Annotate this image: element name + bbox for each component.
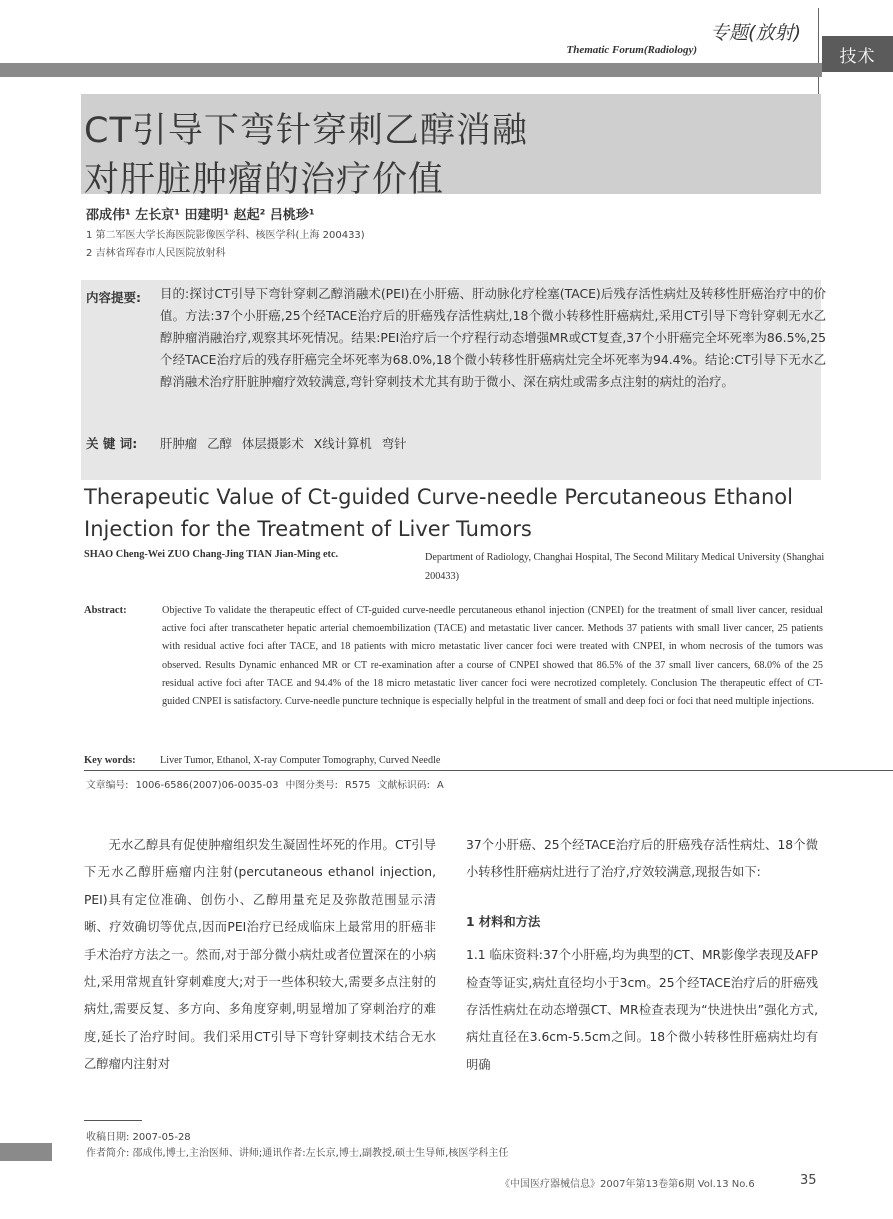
- abstract-en-text: Objective To validate the therapeutic effect of CT-guided curve-needle percutaneous ethanol injection (CNPEI) for the treatment of small liver cancer, residual active foci after transcatheter hepatic arterial chemoembilization (TACE) and metastatic liver cancer. Methods 37 patients with small liver cancer, 25 patients with residual active foci after TACE, and 18 patients with micro metastatic liver cancer foci were treated with CNPEI, in whom necrosis of the tumors was observed. Results Dynamic enhanced MR or CT re-examination after a course of CNPEI showed that 86.5% of the 37 small liver cancers, 68.0% of the 25 residual active foci after TACE and 94.4% of the 18 micro metastatic liver cancer foci were necrotized completely. Conclusion The therapeutic effect of CT-guided CNPEI is satisfactory. Curve-needle puncture technique is especially helpful in the treatment of small and deep foci or foci that need multiple injections.: [162, 605, 823, 708]
- abstract-en-label: Abstract:: [84, 605, 127, 616]
- footnote-divider: [84, 1120, 142, 1121]
- body-left-column: [84, 832, 436, 1079]
- body-paragraph: 37个小肝癌、25个经TACE治疗后的肝癌残存活性病灶、18个微小转移性肝癌病灶进行了治疗,疗效较满意,现报告如下:: [466, 838, 818, 880]
- article-info: 文章编号: 1006-6586(2007)06-0035-03 中图分类号: R575 文献标识码: A: [86, 780, 444, 791]
- header-bar: [0, 63, 822, 77]
- author-intro: 作者简介: 邵成伟,博士,主治医师、讲师;通讯作者:左长京,博士,副教授,硕士生导师,核医学科主任: [86, 1148, 509, 1159]
- abstract-zh-text: 目的:探讨CT引导下弯针穿刺乙醇消融术(PEI)在小肝癌、肝动脉化疗栓塞(TACE)后残存活性病灶及转移性肝癌治疗中的价值。方法:37个小肝癌,25个经TACE治疗后的肝癌残存活性病灶,18个微小转移性肝癌病灶,采用CT引导下弯针穿刺无水乙醇肿瘤消融治疗,观察其坏死情况。结果:PEI治疗后一个疗程行动态增强MR或CT复查,37个小肝癌完全坏死率为86.5%,25个经TACE治疗后的残存肝癌完全坏死率为68.0%,18个微小转移性肝癌病灶完全坏死率为94.4%。结论:CT引导下无水乙醇消融术治疗肝脏肿瘤疗效较满意,弯针穿刺技术尤其有助于微小、深在病灶或需多点注射的病灶的治疗。: [160, 286, 826, 389]
- section-title-zh: 专题(放射): [710, 22, 801, 44]
- section-heading: 1 材料和方法: [466, 914, 541, 929]
- authors-zh: 邵成伟¹ 左长京¹ 田建明¹ 赵起² 吕桃珍¹: [86, 208, 315, 223]
- article-title-line-1: CT引导下弯针穿刺乙醇消融: [84, 111, 528, 151]
- body-paragraph: 1.1 临床资料:37个小肝癌,均为典型的CT、MR影像学表现及AFP检查等证实,病灶直径均小于3cm。25个经TACE治疗后的肝癌残存活性病灶在动态增强CT、MR检查表现为“快进快出”强化方式,病灶直径在3.6cm-5.5cm之间。18个微小转移性肝癌病灶均有明确: [466, 948, 818, 1072]
- body-right-column: [466, 832, 818, 1079]
- received-date: 收稿日期: 2007-05-28: [86, 1132, 191, 1143]
- section-title-en: Thematic Forum(Radiology): [566, 44, 697, 56]
- abstract-zh-label: 内容提要:: [86, 290, 141, 305]
- article-title-line-2: 对肝脏肿瘤的治疗价值: [84, 160, 445, 200]
- affiliation-2: 2 吉林省珲春市人民医院放射科: [86, 248, 226, 259]
- section-tab: 技术: [822, 36, 893, 72]
- department-en: Department of Radiology, Changhai Hospital, The Second Military Medical University (Shanghai 200433): [425, 552, 825, 582]
- body-paragraph: 无水乙醇具有促使肿瘤组织发生凝固性坏死的作用。CT引导下无水乙醇肝癌瘤内注射(percutaneous ethanol injection, PEI)具有定位准确、创伤小、乙醇用量充足及弥散范围显示清晰、疗效确切等优点,因而PEI治疗已经成临床上最常用的肝癌非手术治疗方法之一。然而,对于部分微小病灶或者位置深在的小病灶,采用常规直针穿刺难度大;对于一些体积较大,需要多点注射的病灶,需要反复、多方向、多角度穿刺,明显增加了穿刺治疗的难度,延长了治疗时间。我们采用CT引导下弯针穿刺技术结合无水乙醇瘤内注射对: [84, 838, 436, 1072]
- abstract-divider: [84, 770, 893, 771]
- keywords-zh-text: 肝肿瘤 乙醇 体层摄影术 X线计算机 弯针: [160, 436, 407, 451]
- english-title-line-2: Injection for the Treatment of Liver Tumors: [84, 517, 532, 541]
- journal-citation: 《中国医疗器械信息》2007年第13卷第6期 Vol.13 No.6: [500, 1179, 755, 1190]
- page-number: 35: [800, 1173, 817, 1188]
- affiliation-1: 1 第二军医大学长海医院影像医学科、核医学科(上海 200433): [86, 230, 365, 241]
- english-title-line-1: Therapeutic Value of Ct-guided Curve-needle Percutaneous Ethanol: [84, 485, 793, 509]
- footer-bar: [0, 1143, 52, 1161]
- keywords-en-label: Key words:: [84, 755, 136, 766]
- authors-en: SHAO Cheng-Wei ZUO Chang-Jing TIAN Jian-Ming etc.: [84, 549, 339, 560]
- header-divider: [818, 8, 819, 96]
- keywords-en-text: Liver Tumor, Ethanol, X-ray Computer Tomography, Curved Needle: [160, 755, 441, 766]
- keywords-zh-label: 关 键 词:: [86, 436, 138, 451]
